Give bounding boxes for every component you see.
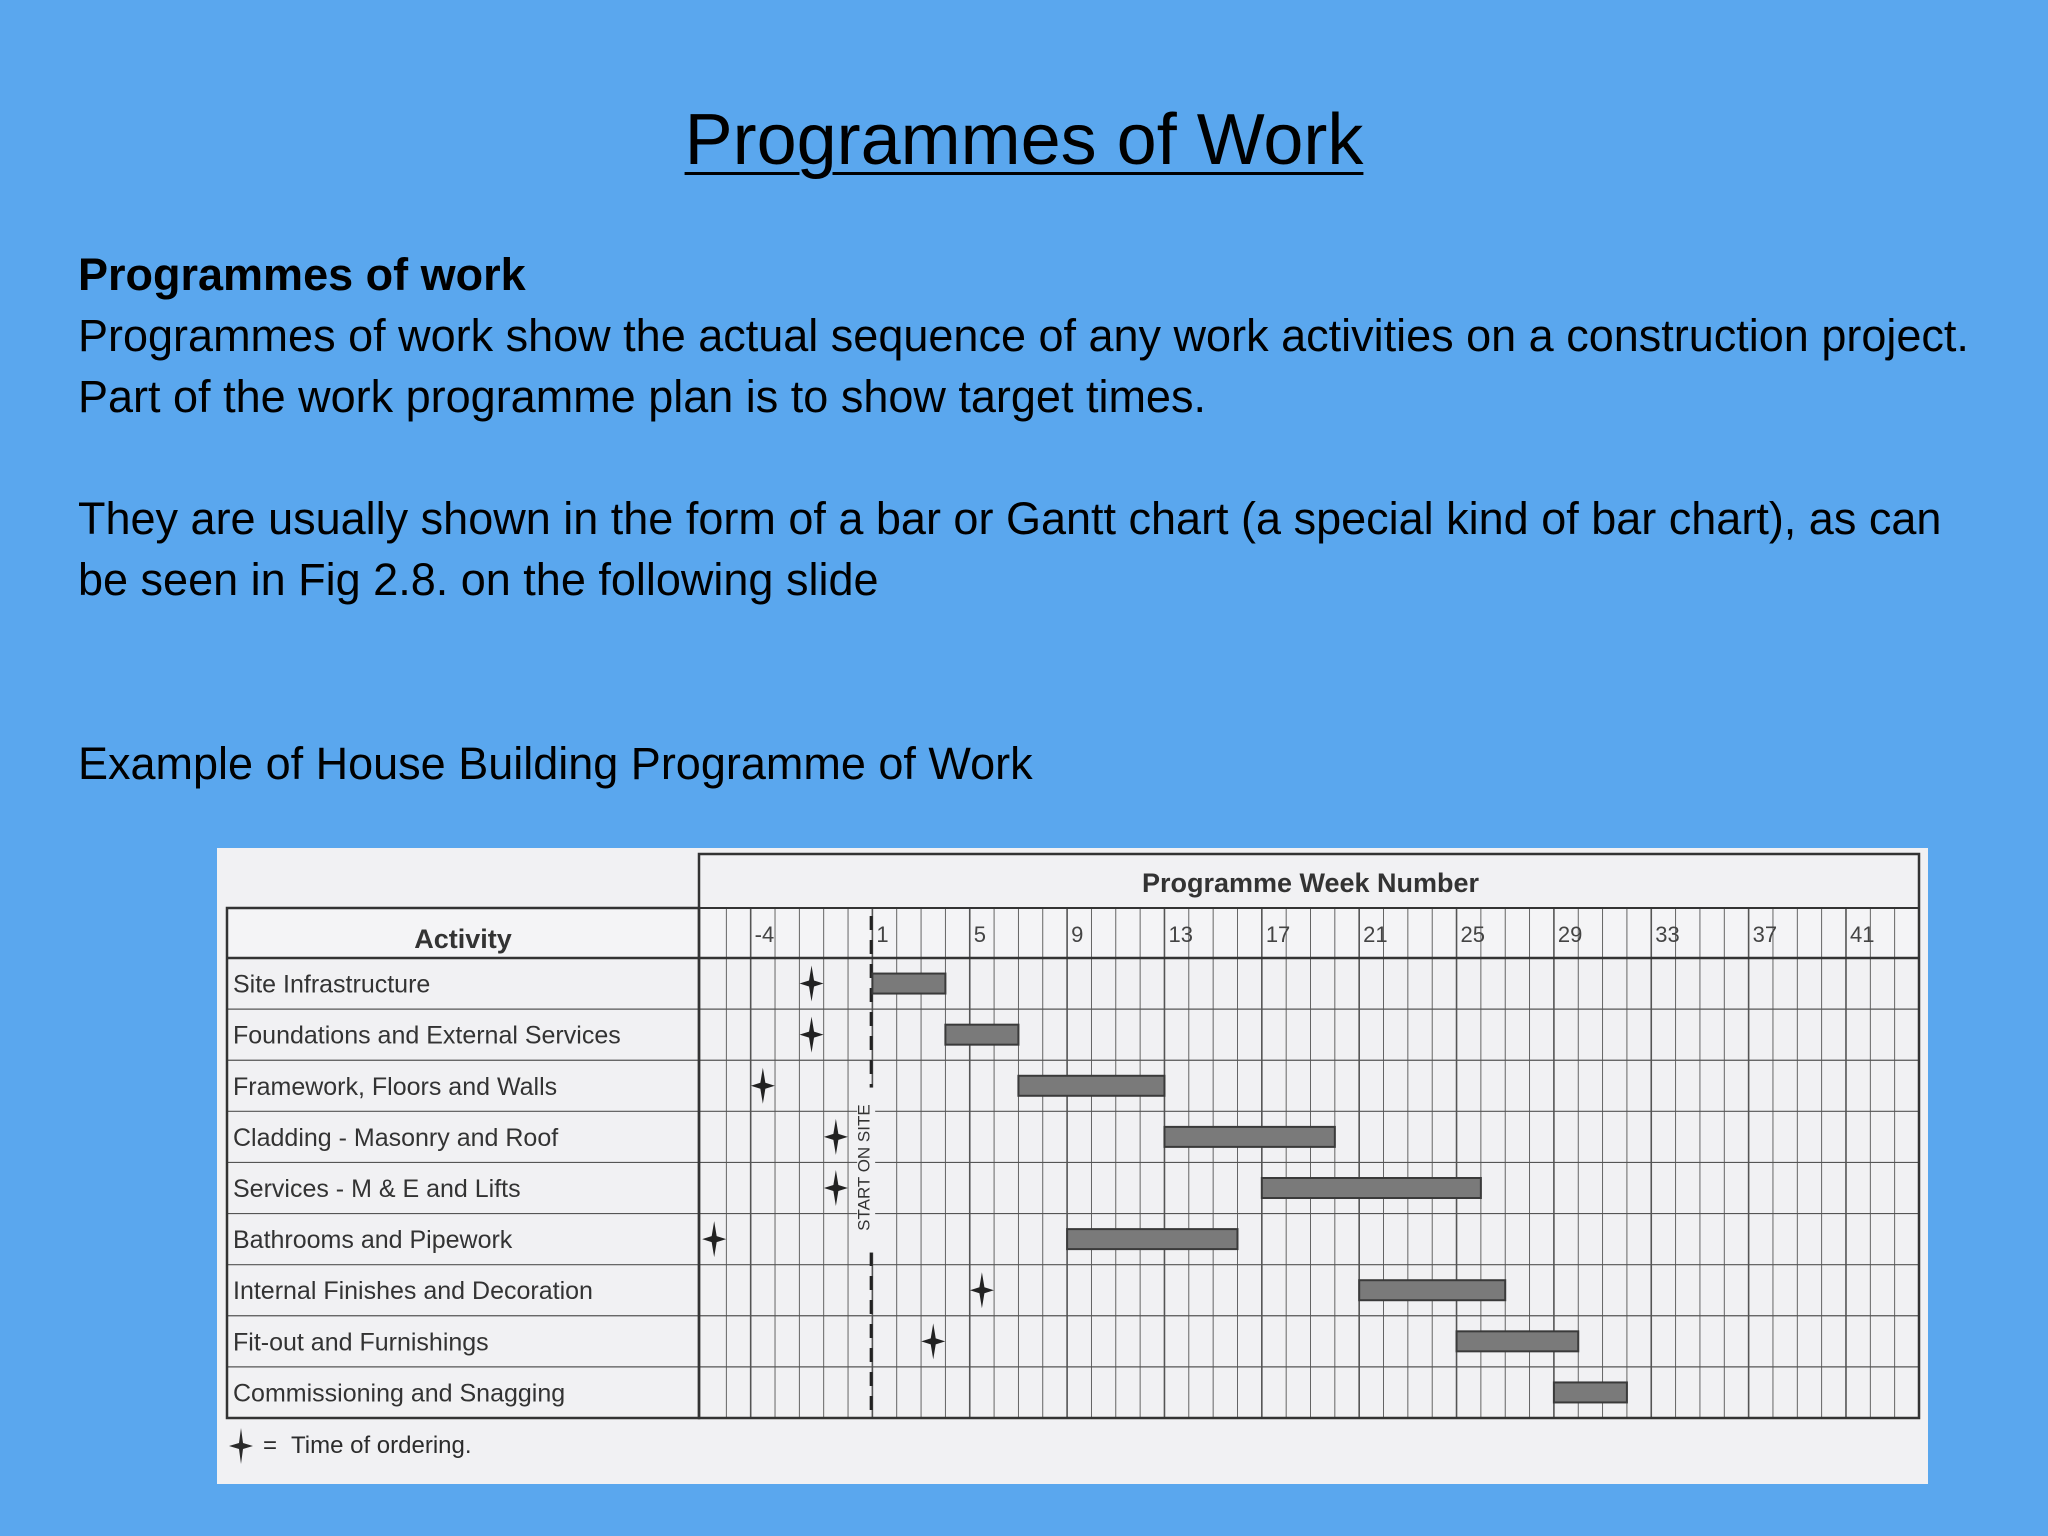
activity-header: Activity: [414, 924, 512, 954]
week-tick-label: 21: [1363, 922, 1388, 947]
week-number-header: Programme Week Number: [1141, 868, 1480, 898]
week-tick-label: 17: [1265, 922, 1291, 947]
activity-label: Internal Finishes and Decoration: [233, 1277, 593, 1306]
activity-bar: [1262, 1178, 1481, 1198]
order-cross-icon: [223, 1424, 259, 1468]
activity-label: Framework, Floors and Walls: [233, 1072, 558, 1101]
slide-title: [0, 98, 2048, 182]
activity-bar: [1554, 1382, 1627, 1402]
order-marker: [800, 1017, 824, 1053]
activity-label: Bathrooms and Pipework: [233, 1226, 513, 1255]
legend-text: Time of ordering.: [291, 1432, 472, 1459]
activity-label: Site Infrastructure: [233, 970, 431, 999]
slide-title-text: Programmes of Work: [684, 100, 1364, 180]
legend: [223, 1424, 472, 1468]
body-text: [78, 244, 1978, 610]
activity-label: Cladding - Masonry and Roof: [233, 1123, 559, 1152]
order-marker: [824, 1119, 848, 1155]
gantt-chart-figure: [217, 848, 1928, 1484]
example-label: Example of House Building Programme of Work: [78, 738, 1033, 789]
activity-bar: [945, 1025, 1018, 1045]
activity-bar: [1359, 1280, 1505, 1300]
activity-label: Commissioning and Snagging: [233, 1379, 566, 1408]
order-marker: [921, 1323, 945, 1359]
activity-label: Foundations and External Services: [233, 1021, 621, 1050]
section-heading: Programmes of work: [78, 249, 526, 300]
order-marker: [702, 1221, 726, 1257]
activity-label: Fit-out and Furnishings: [233, 1328, 489, 1357]
week-tick-label: 25: [1460, 922, 1486, 947]
order-marker: [824, 1170, 848, 1206]
activity-bar: [872, 974, 945, 994]
legend-eq: =: [263, 1432, 278, 1459]
week-tick-label: 29: [1557, 922, 1583, 947]
week-tick-label: 33: [1655, 922, 1680, 947]
week-tick-label: 1: [876, 922, 889, 947]
activity-bar: [1164, 1127, 1334, 1147]
activity-label: Services - M & E and Lifts: [233, 1175, 521, 1203]
order-marker: [800, 966, 824, 1002]
activity-bar: [1457, 1331, 1579, 1351]
order-marker: [751, 1068, 775, 1104]
gantt-chart: [217, 848, 1928, 1428]
paragraph-1: Programmes of work show the actual sequence of any work activities on a construction project. Part of the work programme plan is to show target times.: [78, 310, 1969, 422]
paragraph-2: They are usually shown in the form of a bar or Gantt chart (a special kind of bar chart), as can be seen in Fig 2.8. on the following slide: [78, 493, 1942, 605]
week-tick-label: 5: [973, 922, 986, 947]
activity-bar: [1018, 1076, 1164, 1096]
week-tick-label: 41: [1849, 922, 1875, 947]
start-on-site-label: START ON SITE: [854, 1104, 874, 1231]
week-tick-label: 37: [1752, 922, 1778, 947]
week-tick-label: 13: [1168, 922, 1193, 947]
week-tick-label: 9: [1071, 922, 1084, 947]
activity-bar: [1067, 1229, 1237, 1249]
order-marker: [970, 1272, 994, 1308]
week-tick-label: -4: [754, 922, 775, 947]
